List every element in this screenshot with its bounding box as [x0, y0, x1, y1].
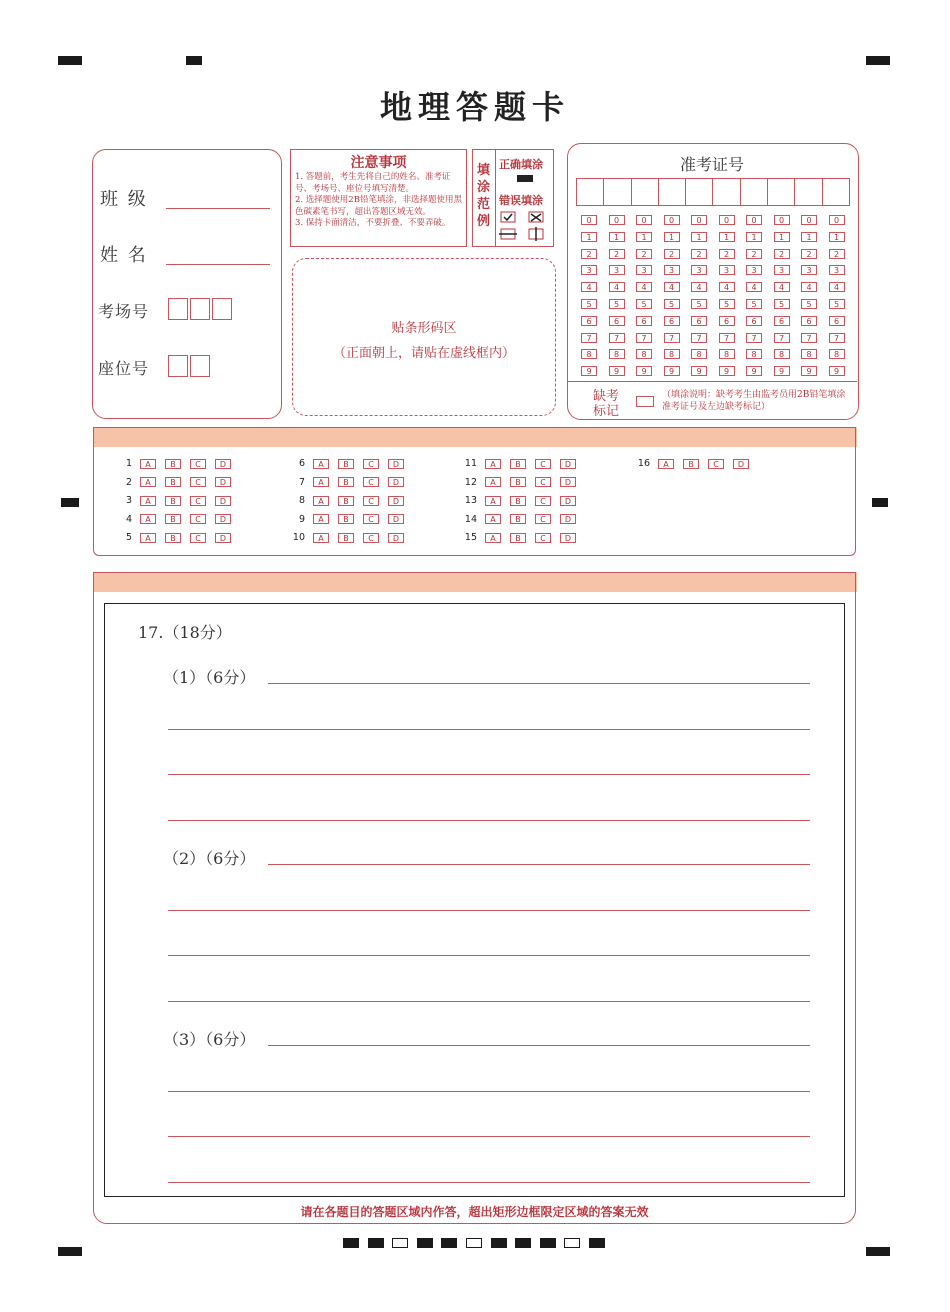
- option-bubble[interactable]: B: [165, 496, 181, 506]
- notice-item: 2. 选择题使用2B铅笔填涂，非选择题使用黑色碳素笔书写，超出答题区域无效。: [295, 195, 462, 217]
- digit-bubble[interactable]: 3: [829, 265, 845, 275]
- page-title: 地理答题卡: [379, 88, 570, 126]
- digit-bubble[interactable]: 3: [774, 265, 790, 275]
- choice-question-row: [110, 458, 240, 469]
- digit-bubble[interactable]: 1: [691, 232, 707, 242]
- option-bubble[interactable]: A: [140, 533, 156, 543]
- answer-line[interactable]: [168, 1091, 810, 1092]
- choice-question-row: [110, 532, 240, 543]
- option-bubble[interactable]: B: [510, 533, 526, 543]
- digit-bubble[interactable]: 6: [746, 316, 762, 326]
- registration-mark: [866, 1247, 890, 1256]
- digit-bubble[interactable]: 1: [609, 232, 625, 242]
- option-bubble[interactable]: A: [140, 496, 156, 506]
- digit-bubble[interactable]: 7: [829, 333, 845, 343]
- answer-line[interactable]: [168, 910, 810, 911]
- digit-bubble[interactable]: 2: [801, 249, 817, 259]
- choice-question-row: [455, 532, 585, 543]
- choice-question-row: [283, 458, 413, 469]
- timing-mark: [564, 1238, 580, 1248]
- option-bubble[interactable]: D: [215, 533, 231, 543]
- answer-line[interactable]: [268, 1045, 810, 1046]
- digit-bubble[interactable]: 1: [664, 232, 680, 242]
- option-bubble[interactable]: B: [338, 514, 354, 524]
- choice-question-row: [455, 458, 585, 469]
- option-bubble[interactable]: D: [215, 477, 231, 487]
- option-bubble[interactable]: B: [510, 477, 526, 487]
- digit-bubble[interactable]: 0: [746, 215, 762, 225]
- question-17-header: 17.（18分）: [138, 623, 232, 642]
- wrong-fill-samples-icon: [499, 210, 553, 244]
- digit-bubble[interactable]: 1: [801, 232, 817, 242]
- option-bubble[interactable]: D: [560, 496, 576, 506]
- seat-label: 座位号: [98, 359, 150, 378]
- digit-bubble[interactable]: 4: [609, 282, 625, 292]
- digit-bubble[interactable]: 4: [719, 282, 735, 292]
- digit-bubble[interactable]: 4: [664, 282, 680, 292]
- choice-question-row: [455, 514, 585, 525]
- option-bubble[interactable]: B: [338, 533, 354, 543]
- digit-bubble[interactable]: 7: [609, 333, 625, 343]
- option-bubble[interactable]: A: [485, 496, 501, 506]
- answer-line[interactable]: [168, 1001, 810, 1002]
- class-label: 班 级: [100, 189, 148, 210]
- digit-bubble[interactable]: 5: [719, 299, 735, 309]
- option-bubble[interactable]: D: [560, 459, 576, 469]
- digit-bubble[interactable]: 8: [774, 349, 790, 359]
- option-bubble[interactable]: B: [510, 514, 526, 524]
- question-number: 13: [464, 495, 477, 506]
- option-bubble[interactable]: D: [560, 477, 576, 487]
- option-bubble[interactable]: C: [363, 514, 379, 524]
- digit-bubble[interactable]: 2: [691, 249, 707, 259]
- digit-bubble[interactable]: 5: [801, 299, 817, 309]
- option-bubble[interactable]: B: [338, 459, 354, 469]
- barcode-area: [292, 258, 556, 416]
- answer-line[interactable]: [168, 729, 810, 730]
- digit-bubble[interactable]: 8: [581, 349, 597, 359]
- digit-bubble[interactable]: 0: [691, 215, 707, 225]
- digit-bubble[interactable]: 5: [691, 299, 707, 309]
- option-bubble[interactable]: D: [215, 514, 231, 524]
- digit-bubble[interactable]: 9: [829, 366, 845, 376]
- choice-question-row: [283, 477, 413, 488]
- answer-line[interactable]: [168, 1136, 810, 1137]
- digit-bubble[interactable]: 6: [691, 316, 707, 326]
- option-bubble[interactable]: A: [313, 459, 329, 469]
- choice-question-row: [110, 495, 240, 506]
- digit-bubble[interactable]: 0: [719, 215, 735, 225]
- option-bubble[interactable]: D: [560, 514, 576, 524]
- digit-bubble[interactable]: 8: [719, 349, 735, 359]
- question-number: 16: [637, 458, 650, 469]
- option-bubble[interactable]: C: [363, 496, 379, 506]
- option-bubble[interactable]: A: [485, 459, 501, 469]
- choice-question-row: [628, 458, 758, 469]
- digit-bubble[interactable]: 0: [801, 215, 817, 225]
- question-number: 8: [298, 495, 305, 506]
- digit-bubble[interactable]: 3: [746, 265, 762, 275]
- digit-bubble[interactable]: 9: [746, 366, 762, 376]
- digit-bubble[interactable]: 6: [664, 316, 680, 326]
- fill-example-box: [472, 149, 554, 247]
- digit-bubble[interactable]: 2: [609, 249, 625, 259]
- digit-bubble[interactable]: 9: [664, 366, 680, 376]
- wrong-fill-label: 错误填涂: [499, 194, 543, 207]
- choice-question-row: [110, 477, 240, 488]
- digit-bubble[interactable]: 7: [774, 333, 790, 343]
- digit-bubble[interactable]: 7: [636, 333, 652, 343]
- answer-line[interactable]: [168, 820, 810, 821]
- digit-bubble[interactable]: 0: [664, 215, 680, 225]
- option-bubble[interactable]: C: [708, 459, 724, 469]
- question-number: 14: [464, 513, 477, 525]
- digit-bubble[interactable]: 8: [636, 349, 652, 359]
- question-number: 7: [298, 476, 305, 488]
- digit-bubble[interactable]: 1: [719, 232, 735, 242]
- timing-mark: [589, 1238, 605, 1248]
- option-bubble[interactable]: B: [510, 496, 526, 506]
- registration-mark: [866, 56, 890, 65]
- correct-fill-label: 正确填涂: [499, 158, 543, 171]
- question-number: 9: [298, 513, 305, 525]
- answer-line[interactable]: [168, 774, 810, 775]
- timing-mark: [441, 1238, 457, 1248]
- option-bubble[interactable]: B: [165, 533, 181, 543]
- class-field[interactable]: [166, 190, 270, 209]
- digit-bubble[interactable]: 9: [581, 366, 597, 376]
- option-bubble[interactable]: C: [535, 477, 551, 487]
- choice-question-row: [455, 495, 585, 506]
- option-bubble[interactable]: A: [313, 533, 329, 543]
- choice-question-row: [110, 514, 240, 525]
- timing-mark: [417, 1238, 433, 1248]
- digit-bubble[interactable]: 8: [609, 349, 625, 359]
- choice-question-row: [283, 495, 413, 506]
- option-bubble[interactable]: A: [658, 459, 674, 469]
- digit-bubble[interactable]: 3: [691, 265, 707, 275]
- timing-mark: [368, 1238, 384, 1248]
- option-bubble[interactable]: B: [338, 477, 354, 487]
- notice-item: 1. 答题前，考生先将自己的姓名、准考证号、考场号、座位号填写清楚。: [295, 172, 451, 194]
- name-label: 姓 名: [100, 245, 148, 266]
- option-bubble[interactable]: A: [313, 496, 329, 506]
- option-bubble[interactable]: C: [190, 459, 206, 469]
- option-bubble[interactable]: D: [388, 477, 404, 487]
- digit-bubble[interactable]: 1: [581, 232, 597, 242]
- barcode-note: （正面朝上，请贴在虚线框内）: [332, 346, 515, 361]
- digit-bubble[interactable]: 4: [829, 282, 845, 292]
- digit-bubble[interactable]: 9: [719, 366, 735, 376]
- digit-bubble[interactable]: 3: [636, 265, 652, 275]
- correct-fill-sample: [517, 175, 533, 182]
- option-bubble[interactable]: D: [388, 514, 404, 524]
- ticket-number-title: 准考证号: [679, 155, 744, 174]
- option-bubble[interactable]: A: [485, 477, 501, 487]
- digit-bubble[interactable]: 8: [691, 349, 707, 359]
- question-number: 6: [298, 458, 305, 469]
- digit-bubble[interactable]: 9: [774, 366, 790, 376]
- question-number: 10: [292, 532, 305, 543]
- absent-label-1: 缺考: [593, 389, 620, 404]
- option-bubble[interactable]: C: [363, 533, 379, 543]
- notice-item: 3. 保持卡面清洁，不要折叠、不要弄破。: [295, 218, 451, 228]
- digit-bubble[interactable]: 5: [829, 299, 845, 309]
- option-bubble[interactable]: A: [313, 514, 329, 524]
- answer-rect[interactable]: [104, 603, 845, 1197]
- option-bubble[interactable]: C: [363, 459, 379, 469]
- digit-bubble[interactable]: 8: [801, 349, 817, 359]
- part-2-label: （2）（6分）: [163, 849, 256, 868]
- digit-bubble[interactable]: 7: [746, 333, 762, 343]
- option-bubble[interactable]: D: [388, 459, 404, 469]
- option-bubble[interactable]: A: [140, 459, 156, 469]
- digit-bubble[interactable]: 1: [636, 232, 652, 242]
- digit-bubble[interactable]: 3: [801, 265, 817, 275]
- digit-bubble[interactable]: 3: [719, 265, 735, 275]
- option-bubble[interactable]: B: [683, 459, 699, 469]
- registration-mark: [58, 1247, 82, 1256]
- timing-mark: [515, 1238, 531, 1248]
- registration-mark: [58, 56, 82, 65]
- digit-bubble[interactable]: 9: [609, 366, 625, 376]
- absent-mark-box[interactable]: [636, 396, 654, 407]
- option-bubble[interactable]: B: [165, 514, 181, 524]
- digit-bubble[interactable]: 7: [801, 333, 817, 343]
- digit-bubble[interactable]: 5: [636, 299, 652, 309]
- digit-bubble[interactable]: 1: [746, 232, 762, 242]
- digit-bubble[interactable]: 6: [609, 316, 625, 326]
- digit-bubble[interactable]: 4: [801, 282, 817, 292]
- footer-note: 请在各题目的答题区域内作答，超出矩形边框限定区域的答案无效: [300, 1205, 649, 1219]
- option-bubble[interactable]: C: [535, 496, 551, 506]
- option-bubble[interactable]: C: [190, 477, 206, 487]
- digit-bubble[interactable]: 8: [664, 349, 680, 359]
- digit-bubble[interactable]: 3: [664, 265, 680, 275]
- question-number: 2: [125, 476, 132, 488]
- registration-mark: [872, 498, 888, 507]
- digit-bubble[interactable]: 1: [774, 232, 790, 242]
- option-bubble[interactable]: A: [140, 514, 156, 524]
- digit-bubble[interactable]: 2: [581, 249, 597, 259]
- option-bubble[interactable]: A: [140, 477, 156, 487]
- digit-bubble[interactable]: 6: [801, 316, 817, 326]
- question-number: 5: [125, 532, 132, 543]
- notice-box: [290, 149, 467, 247]
- digit-bubble[interactable]: 3: [581, 265, 597, 275]
- part-1-label: （1）（6分）: [163, 668, 256, 687]
- question-number: 11: [464, 458, 477, 469]
- name-field[interactable]: [166, 246, 270, 265]
- digit-bubble[interactable]: 2: [829, 249, 845, 259]
- answer-line[interactable]: [268, 864, 810, 865]
- option-bubble[interactable]: B: [338, 496, 354, 506]
- question-number: 12: [464, 476, 477, 488]
- digit-bubble[interactable]: 4: [636, 282, 652, 292]
- digit-bubble[interactable]: 5: [774, 299, 790, 309]
- digit-bubble[interactable]: 6: [719, 316, 735, 326]
- digit-bubble[interactable]: 2: [746, 249, 762, 259]
- digit-bubble[interactable]: 7: [691, 333, 707, 343]
- digit-bubble[interactable]: 0: [581, 215, 597, 225]
- choice-question-row: [455, 477, 585, 488]
- digit-bubble[interactable]: 5: [746, 299, 762, 309]
- absent-divider: [567, 381, 857, 382]
- digit-bubble[interactable]: 7: [581, 333, 597, 343]
- digit-bubble[interactable]: 1: [829, 232, 845, 242]
- option-bubble[interactable]: C: [535, 459, 551, 469]
- digit-bubble[interactable]: 4: [774, 282, 790, 292]
- option-bubble[interactable]: D: [388, 496, 404, 506]
- question-number: 1: [125, 458, 132, 469]
- option-bubble[interactable]: B: [165, 459, 181, 469]
- option-bubble[interactable]: D: [215, 459, 231, 469]
- option-bubble[interactable]: C: [190, 514, 206, 524]
- digit-bubble[interactable]: 6: [636, 316, 652, 326]
- digit-bubble[interactable]: 2: [664, 249, 680, 259]
- digit-bubble[interactable]: 4: [691, 282, 707, 292]
- absent-note: （填涂说明：缺考考生由监考员用2B铅笔填涂准考证号及左边缺考标记）: [662, 390, 846, 412]
- digit-bubble[interactable]: 2: [774, 249, 790, 259]
- timing-mark: [392, 1238, 408, 1248]
- option-bubble[interactable]: C: [190, 496, 206, 506]
- option-bubble[interactable]: A: [485, 533, 501, 543]
- digit-bubble[interactable]: 2: [719, 249, 735, 259]
- barcode-title: 贴条形码区: [391, 321, 457, 336]
- question-number: 3: [125, 495, 132, 506]
- digit-bubble[interactable]: 4: [746, 282, 762, 292]
- digit-bubble[interactable]: 5: [609, 299, 625, 309]
- seat-number-boxes[interactable]: [168, 355, 212, 381]
- digit-bubble[interactable]: 6: [774, 316, 790, 326]
- notice-heading: 注意事项: [350, 155, 407, 171]
- digit-bubble[interactable]: 6: [581, 316, 597, 326]
- option-bubble[interactable]: D: [733, 459, 749, 469]
- option-bubble[interactable]: C: [190, 533, 206, 543]
- digit-bubble[interactable]: 2: [636, 249, 652, 259]
- digit-bubble[interactable]: 7: [664, 333, 680, 343]
- room-number-boxes[interactable]: [168, 298, 234, 324]
- digit-bubble[interactable]: 0: [829, 215, 845, 225]
- registration-mark: [61, 498, 79, 507]
- option-bubble[interactable]: B: [510, 459, 526, 469]
- answer-line[interactable]: [168, 1182, 810, 1183]
- timing-mark: [466, 1238, 482, 1248]
- option-bubble[interactable]: A: [313, 477, 329, 487]
- option-bubble[interactable]: D: [215, 496, 231, 506]
- digit-bubble[interactable]: 5: [581, 299, 597, 309]
- digit-bubble[interactable]: 9: [691, 366, 707, 376]
- digit-bubble[interactable]: 0: [636, 215, 652, 225]
- timing-mark: [540, 1238, 556, 1248]
- answer-line[interactable]: [168, 955, 810, 956]
- question-number: 4: [125, 513, 132, 525]
- digit-bubble[interactable]: 5: [664, 299, 680, 309]
- timing-mark: [491, 1238, 507, 1248]
- choice-question-row: [283, 532, 413, 543]
- digit-bubble[interactable]: 7: [719, 333, 735, 343]
- digit-bubble[interactable]: 9: [636, 366, 652, 376]
- option-bubble[interactable]: C: [363, 477, 379, 487]
- timing-mark: [343, 1238, 359, 1248]
- digit-bubble[interactable]: 6: [829, 316, 845, 326]
- choice-question-row: [283, 514, 413, 525]
- option-bubble[interactable]: D: [560, 533, 576, 543]
- ticket-number-cells[interactable]: [576, 178, 850, 206]
- digit-bubble[interactable]: 0: [609, 215, 625, 225]
- fill-example-side-label: 填涂范例: [477, 163, 491, 229]
- digit-bubble[interactable]: 3: [609, 265, 625, 275]
- registration-mark: [186, 56, 202, 65]
- digit-bubble[interactable]: 9: [801, 366, 817, 376]
- option-bubble[interactable]: D: [388, 533, 404, 543]
- question-number: 15: [464, 532, 477, 543]
- digit-bubble[interactable]: 0: [774, 215, 790, 225]
- part-3-label: （3）（6分）: [163, 1030, 256, 1049]
- option-bubble[interactable]: C: [535, 514, 551, 524]
- absent-label-2: 标记: [593, 404, 620, 419]
- room-label: 考场号: [98, 302, 150, 321]
- option-bubble[interactable]: B: [165, 477, 181, 487]
- option-bubble[interactable]: A: [485, 514, 501, 524]
- digit-bubble[interactable]: 8: [829, 349, 845, 359]
- digit-bubble[interactable]: 4: [581, 282, 597, 292]
- digit-bubble[interactable]: 8: [746, 349, 762, 359]
- option-bubble[interactable]: C: [535, 533, 551, 543]
- answer-line[interactable]: [268, 683, 810, 684]
